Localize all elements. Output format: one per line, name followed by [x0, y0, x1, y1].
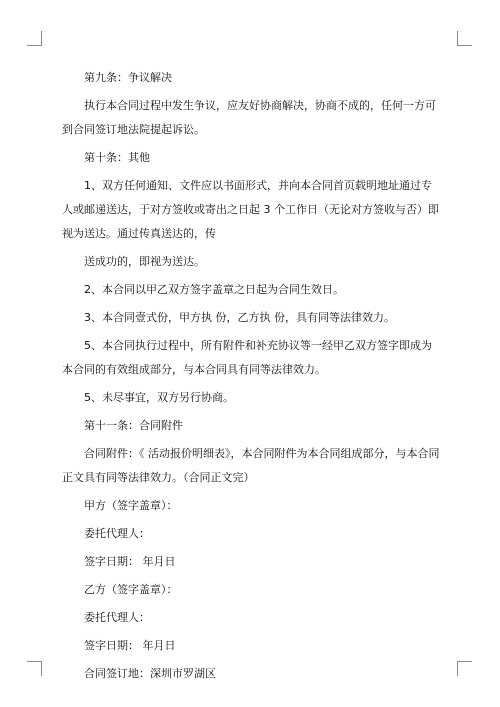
signing-location: 合同签订地：深圳市罗湖区 — [84, 667, 216, 680]
party-b-sign-date: 签字日期： 年月日 — [84, 639, 176, 652]
party-a-sign-date: 签字日期： 年月日 — [84, 555, 176, 568]
clause-attachments-validity: 5、本合同执行过程中，所有附件和补充协议等一经甲乙双方签字即成为本合同的有效组成部分，与本合同具有同等法律效力。 — [62, 339, 432, 376]
clause-notice-continued: 送成功的，即视为送达。 — [84, 255, 205, 268]
crop-mark-top-right — [457, 31, 472, 46]
article-10-heading: 第十条：其他 — [84, 151, 150, 164]
clause-other-matters: 5、未尽事宜，双方另行协商。 — [84, 391, 234, 404]
clause-effective-date: 2、本合同以甲乙双方签字盖章之日起为合同生效日。 — [84, 283, 344, 296]
article-11-heading: 第十一条：合同附件 — [84, 419, 183, 432]
party-b-signature: 乙方（签字盖章）： — [84, 583, 178, 596]
party-a-signature: 甲方（签字盖章）： — [84, 499, 178, 512]
attachment-text: 合同附件：《 活动报价明细表》，本合同附件为本合同组成部分，与本合同正文具有同等法律效力。（合同正文完） — [62, 447, 440, 484]
crop-mark-top-left — [27, 31, 42, 46]
document-body — [62, 66, 442, 690]
party-a-agent: 委托代理人： — [84, 527, 150, 540]
article-9-heading: 第九条：争议解决 — [84, 71, 172, 84]
clause-copies: 3、本合同壹式份，甲方执 份，乙方执 份，具有同等法律效力。 — [84, 311, 395, 324]
crop-mark-bottom-left — [27, 661, 42, 676]
article-9-text: 执行本合同过程中发生争议，应友好协商解决，协商不成的，任何一方可到合同签订地法院提起诉讼。 — [62, 99, 436, 136]
clause-notice: 1、双方任何通知、文件应以书面形式，并向本合同首页载明地址通过专人或邮递送达，于对方签收或寄出之日起 3 个工作日（无论对方签收与否）即视为送达。通过传真送达的，传 — [62, 179, 439, 240]
crop-mark-bottom-right — [457, 661, 472, 676]
party-b-agent: 委托代理人： — [84, 611, 150, 624]
